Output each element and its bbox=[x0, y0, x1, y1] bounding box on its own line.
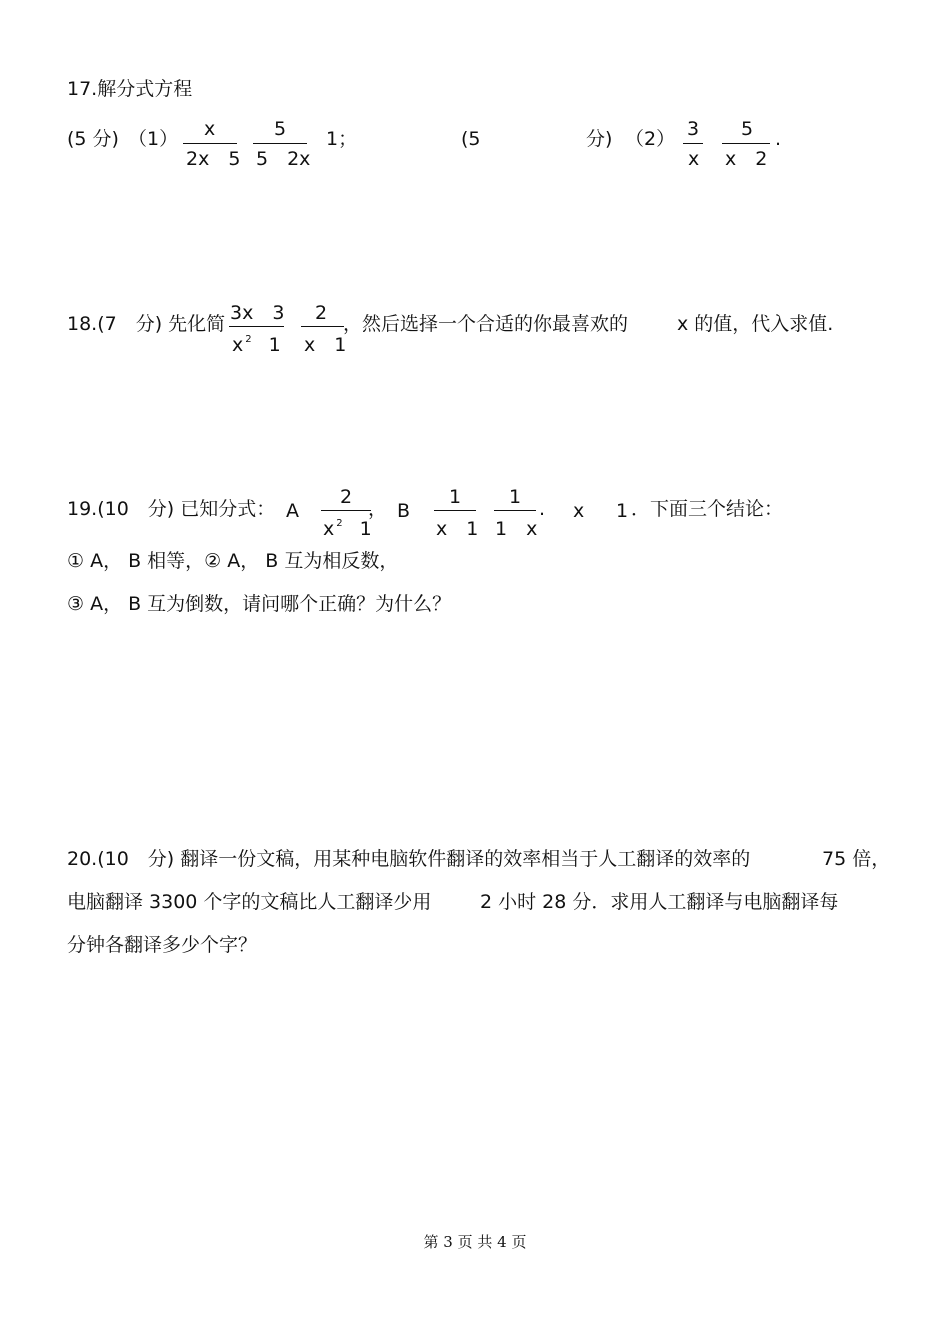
q17-p1-frac2-denominator: 5 2x bbox=[256, 148, 311, 170]
q17-part2-label: （2） bbox=[625, 128, 676, 150]
q19-a-den-exponent: 2 bbox=[336, 518, 343, 529]
q18-frac1-den-exponent: 2 bbox=[245, 334, 252, 345]
q20-line2-tail: 2 小时 28 分．求用人工翻译与电脑翻译每 bbox=[480, 891, 839, 913]
q18-frac2-denominator: x 1 bbox=[304, 334, 347, 356]
q19-condition-tail: ．下面三个结论： bbox=[631, 498, 784, 520]
q18-frac2-numerator: 2 bbox=[315, 302, 328, 324]
fraction-bar bbox=[434, 510, 476, 511]
q19-condition-var: x bbox=[573, 500, 585, 522]
fraction-bar bbox=[321, 510, 371, 511]
q17-part2-points-close: 分) bbox=[586, 128, 613, 150]
q17-p1-frac1-denominator: 2x 5 bbox=[186, 148, 241, 170]
q18-frac1-den-base: x bbox=[232, 334, 244, 356]
q19-dot: . bbox=[539, 498, 546, 520]
q17-p2-frac1-denominator: x bbox=[688, 148, 700, 170]
q18-prefix: 18.(7 分) 先化简 bbox=[67, 313, 226, 335]
q17-p1-frac1-numerator: x bbox=[204, 118, 216, 140]
fraction-bar bbox=[494, 510, 536, 511]
fraction-bar bbox=[253, 143, 307, 144]
fraction-bar bbox=[183, 143, 237, 144]
q18-frac1-denominator bbox=[232, 336, 281, 355]
q19-a-den-const: 1 bbox=[359, 518, 372, 540]
q17-part2-points-open: (5 bbox=[461, 128, 481, 150]
q19-label-a: A bbox=[286, 500, 299, 522]
q17-p2-frac2-numerator: 5 bbox=[741, 118, 754, 140]
q17-title: 17.解分式方程 bbox=[67, 78, 193, 100]
q18-frac1-numerator: 3x 3 bbox=[230, 302, 285, 324]
q17-p2-frac2-denominator: x 2 bbox=[725, 148, 768, 170]
q18-text-tail: x 的值，代入求值. bbox=[677, 313, 834, 335]
fraction-bar bbox=[301, 326, 344, 327]
q19-a-den-base: x bbox=[323, 518, 335, 540]
q17-p2-frac1-numerator: 3 bbox=[687, 118, 700, 140]
fraction-bar bbox=[722, 143, 770, 144]
q20-line1-tail: 75 倍， bbox=[822, 848, 891, 870]
q20-line3: 分钟各翻译多少个字？ bbox=[67, 934, 258, 956]
q19-b-frac2-numerator: 1 bbox=[509, 486, 522, 508]
q19-a-denominator bbox=[323, 520, 372, 539]
q18-frac1-den-const: 1 bbox=[268, 334, 281, 356]
page-footer: 第 3 页 共 4 页 bbox=[423, 1233, 527, 1251]
q17-p2-end: . bbox=[775, 128, 782, 150]
q19-comma: ， bbox=[368, 498, 388, 520]
q20-line1: 20.(10 分) 翻译一份文稿，用某种电脑软件翻译的效率相当于人工翻译的效率的 bbox=[67, 848, 751, 870]
q19-conclusions-1-2: ① A， B 相等，② A， B 互为相反数， bbox=[67, 550, 399, 572]
q20-line2: 电脑翻译 3300 个字的文稿比人工翻译少用 bbox=[67, 891, 432, 913]
q18-text: ，然后选择一个合适的你最喜欢的 bbox=[343, 313, 629, 335]
fraction-bar bbox=[229, 326, 284, 327]
q17-p1-rhs: 1； bbox=[326, 128, 358, 150]
q19-conclusion-3: ③ A， B 互为倒数，请问哪个正确？为什么？ bbox=[67, 593, 452, 615]
q19-label-b: B bbox=[397, 500, 411, 522]
q19-a-numerator: 2 bbox=[340, 486, 353, 508]
fraction-bar bbox=[683, 143, 703, 144]
q19-condition-value: 1 bbox=[616, 500, 629, 522]
q17-part1-label: （1） bbox=[128, 128, 179, 150]
q17-p1-frac2-numerator: 5 bbox=[274, 118, 287, 140]
q17-part1-points: (5 分) bbox=[67, 128, 119, 150]
q19-b-frac2-denominator: 1 x bbox=[495, 518, 538, 540]
q19-b-frac1-denominator: x 1 bbox=[436, 518, 479, 540]
q19-b-frac1-numerator: 1 bbox=[449, 486, 462, 508]
q19-prefix: 19.(10 分) 已知分式： bbox=[67, 498, 276, 520]
